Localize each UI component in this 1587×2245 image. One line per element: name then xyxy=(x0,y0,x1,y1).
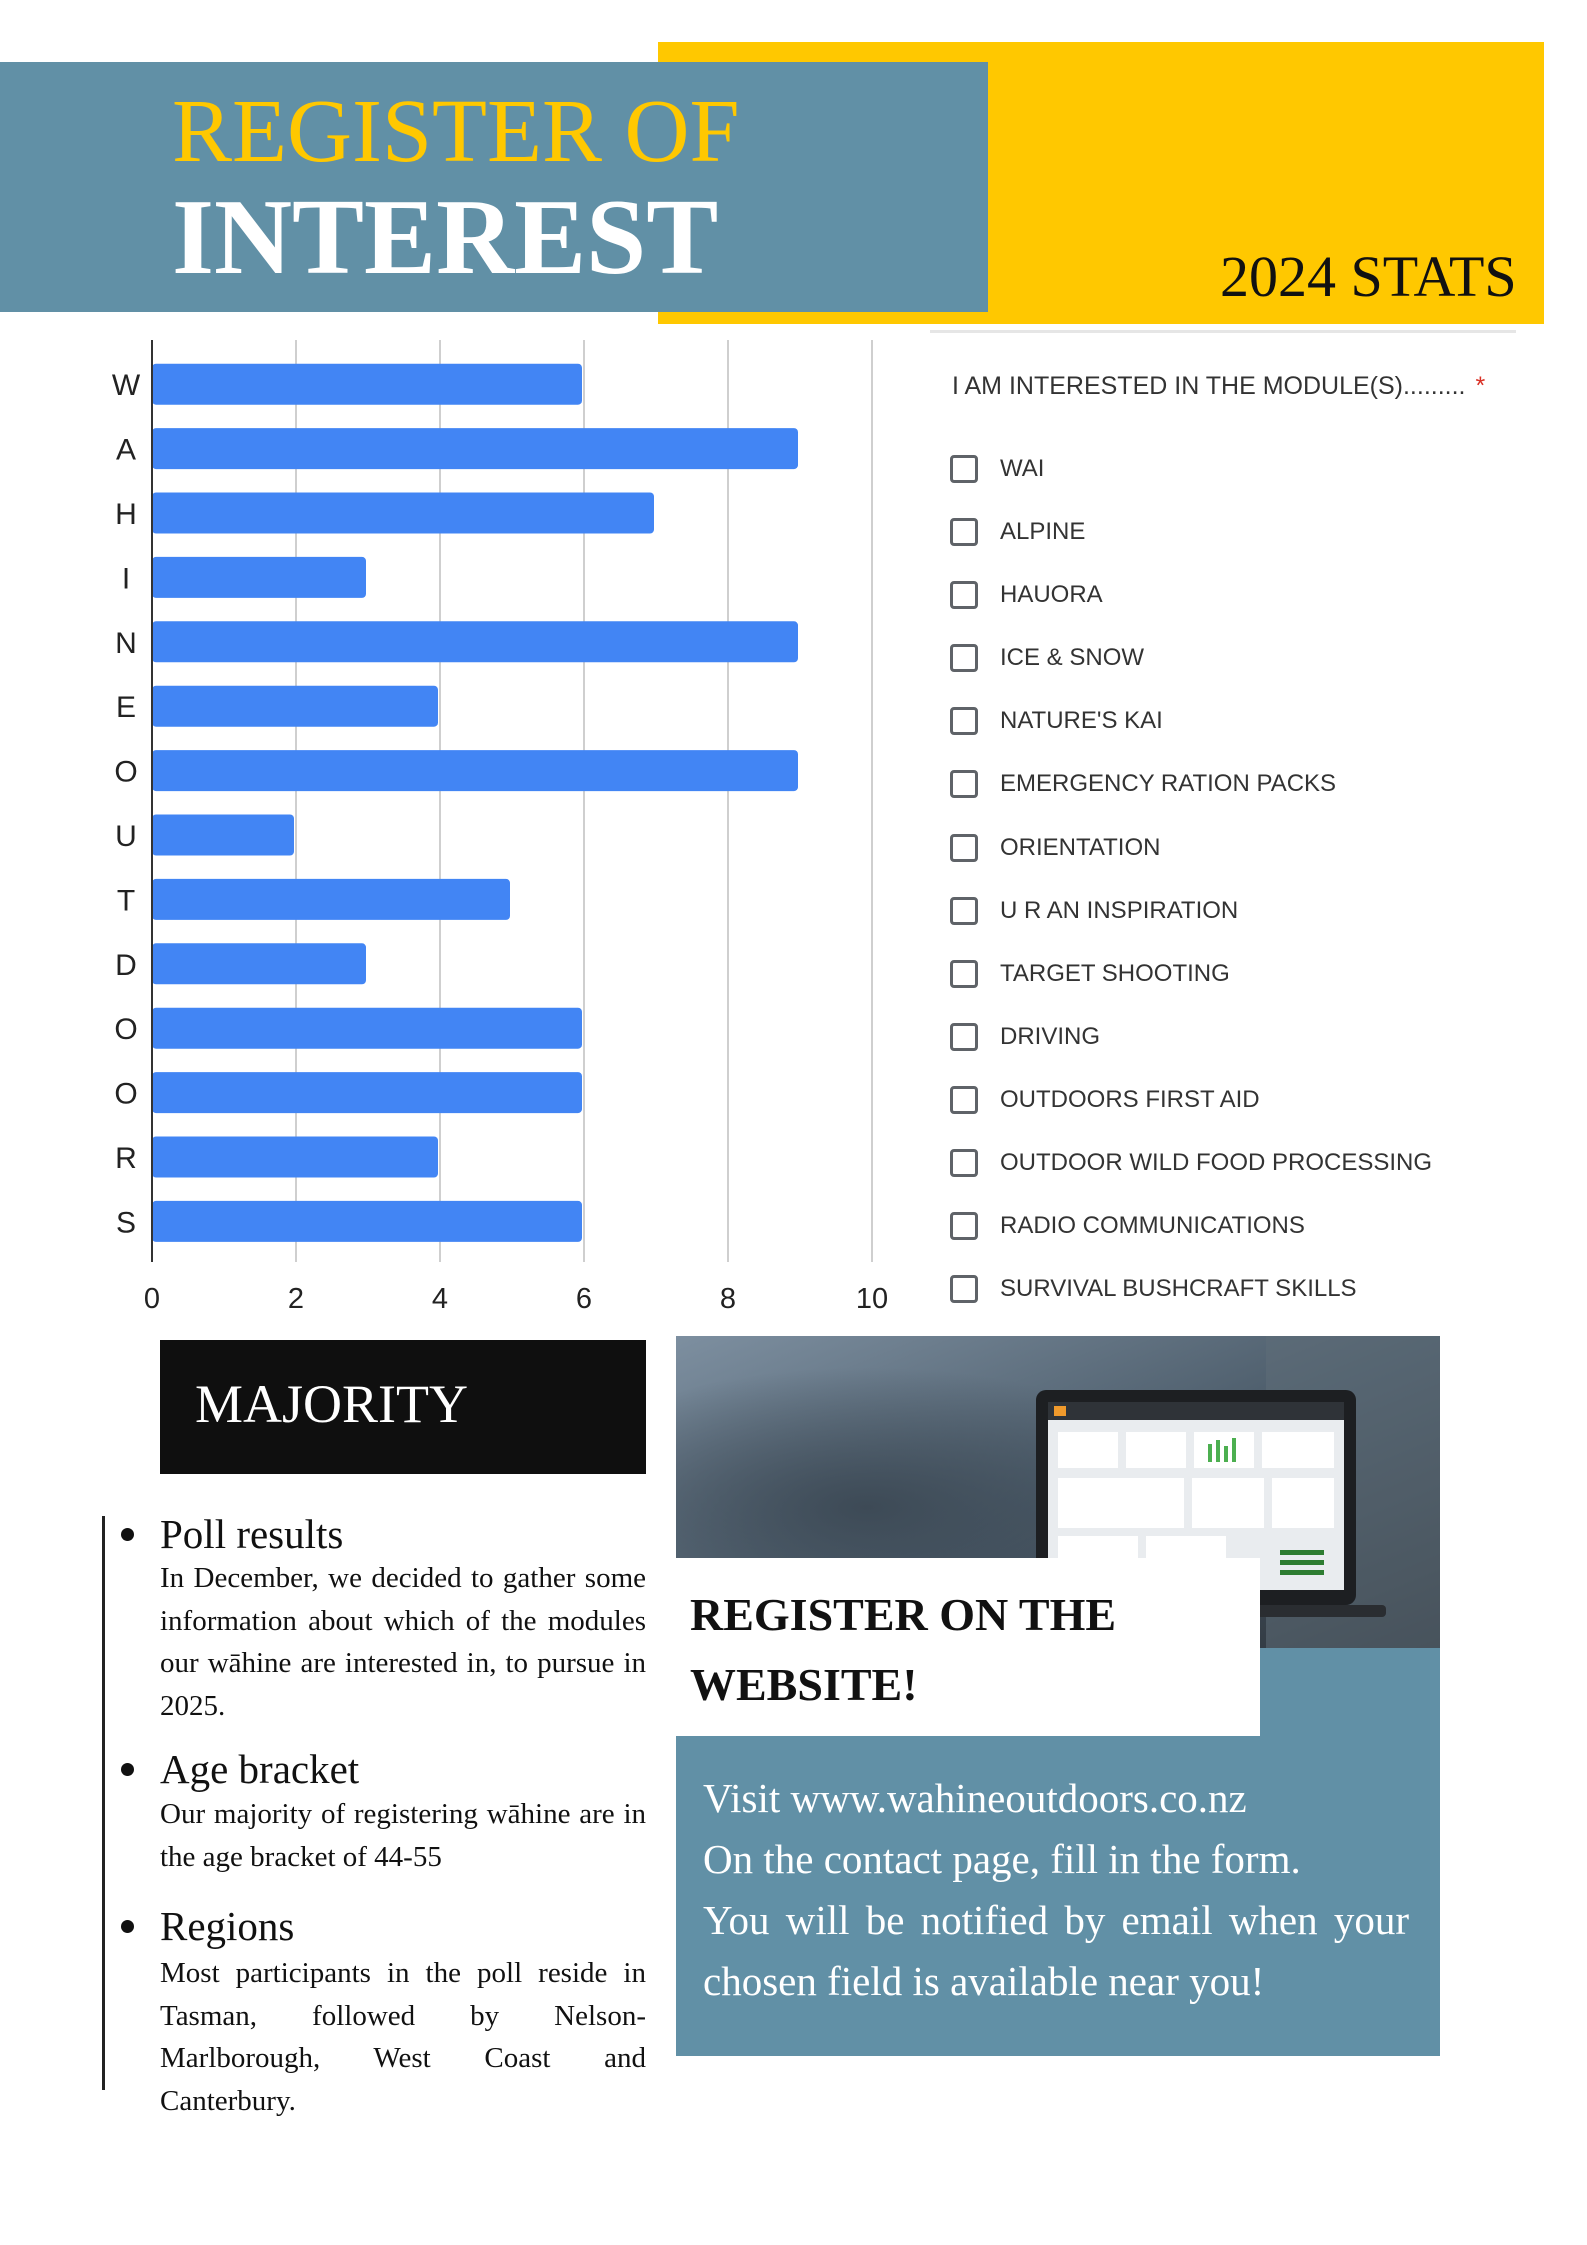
chart-bar xyxy=(152,815,294,856)
chart-bar xyxy=(152,557,366,598)
chart-category-label: O xyxy=(114,1013,138,1047)
chart-bar xyxy=(152,1072,582,1113)
chart-bar xyxy=(152,1008,582,1049)
module-option[interactable] xyxy=(950,442,1432,505)
chart-bar xyxy=(152,493,654,534)
required-mark: * xyxy=(1475,372,1486,400)
age-bracket-body: Our majority of registering wāhine are in the age bracket of 44-55 xyxy=(160,1798,646,1873)
chart-category-label: O xyxy=(114,1077,138,1111)
empty-checkbox-icon[interactable] xyxy=(950,1086,978,1114)
empty-checkbox-icon[interactable] xyxy=(950,455,978,483)
module-option-label: ALPINE xyxy=(1000,518,1086,546)
module-option-label: ORIENTATION xyxy=(1000,833,1161,861)
module-option-label: HAUORA xyxy=(1000,581,1103,609)
chart-x-tick: 0 xyxy=(143,1283,161,1315)
module-option-label: WAI xyxy=(1000,455,1045,482)
module-option[interactable] xyxy=(950,1136,1432,1199)
empty-checkbox-icon[interactable] xyxy=(950,770,978,798)
module-option[interactable] xyxy=(950,694,1432,757)
chart-bars xyxy=(152,364,798,1242)
module-option[interactable] xyxy=(950,884,1432,947)
module-option-label: ICE & SNOW xyxy=(1000,644,1145,672)
empty-checkbox-icon[interactable] xyxy=(950,707,978,735)
module-option-label: SURVIVAL BUSHCRAFT SKILLS xyxy=(1000,1275,1357,1303)
chart-bar xyxy=(152,1201,582,1242)
chart-x-tick-labels xyxy=(144,1283,888,1315)
chart-bar xyxy=(152,428,798,469)
empty-checkbox-icon[interactable] xyxy=(950,1149,978,1177)
chart-category-label: T xyxy=(116,884,136,918)
module-option-label: NATURE'S KAI xyxy=(1000,707,1163,735)
chart-category-label: S xyxy=(115,1206,137,1240)
module-option-label: TARGET SHOOTING xyxy=(1000,959,1230,987)
regions-body: Most participants in the poll reside in Tasman, followed by Nelson-Marlborough, West Coast and Canterbury. xyxy=(160,1957,646,2117)
module-option[interactable] xyxy=(950,1262,1432,1325)
chart-x-tick: 6 xyxy=(575,1283,593,1315)
chart-category-label: D xyxy=(115,948,137,982)
module-option[interactable] xyxy=(950,947,1432,1010)
chart-category-label: U xyxy=(115,820,137,853)
section-side-rule xyxy=(102,1516,105,2090)
chart-x-tick: 4 xyxy=(431,1283,449,1315)
chart-bar xyxy=(152,1137,438,1178)
stats-label: 2024 STATS xyxy=(1220,244,1517,309)
module-option[interactable] xyxy=(950,1010,1432,1073)
module-option[interactable] xyxy=(950,505,1432,568)
module-checkbox-list xyxy=(950,442,1432,1325)
chart-bar xyxy=(152,686,438,727)
empty-checkbox-icon[interactable] xyxy=(950,518,978,546)
chart-bar xyxy=(152,879,510,920)
module-option[interactable] xyxy=(950,631,1432,694)
chart-x-tick: 2 xyxy=(287,1283,305,1315)
age-bracket-heading: Age bracket xyxy=(160,1746,360,1792)
majority-label: MAJORITY xyxy=(195,1374,469,1434)
chart-category-label: R xyxy=(115,1142,137,1175)
chart-category-label: E xyxy=(115,691,137,725)
form-question xyxy=(952,372,1485,401)
interest-bar-chart xyxy=(0,330,930,1330)
empty-checkbox-icon[interactable] xyxy=(950,581,978,609)
title-line-1: REGISTER OF xyxy=(172,82,740,181)
chart-category-label: H xyxy=(115,498,137,531)
module-option-label: EMERGENCY RATION PACKS xyxy=(1000,770,1337,798)
form-question-text: I AM INTERESTED IN THE MODULE(S)......... xyxy=(952,372,1466,400)
chart-category-labels xyxy=(112,369,141,1239)
empty-checkbox-icon[interactable] xyxy=(950,1212,978,1240)
empty-checkbox-icon[interactable] xyxy=(950,644,978,672)
chart-gridlines xyxy=(296,340,872,1262)
module-option-label: DRIVING xyxy=(1000,1022,1101,1050)
poll-results-heading: Poll results xyxy=(160,1511,344,1557)
chart-category-label: W xyxy=(111,369,141,403)
module-option-label: RADIO COMMUNICATIONS xyxy=(1000,1212,1305,1240)
chart-bar xyxy=(152,621,798,662)
poll-results-body: In December, we decided to gather some information about which of the modules our wāhine are interested in, to pursue in 2025. xyxy=(160,1562,646,1722)
module-option[interactable] xyxy=(950,1199,1432,1262)
empty-checkbox-icon[interactable] xyxy=(950,960,978,988)
module-option[interactable] xyxy=(950,757,1432,820)
empty-checkbox-icon[interactable] xyxy=(950,897,978,925)
module-option-label: OUTDOOR WILD FOOD PROCESSING xyxy=(1000,1149,1433,1177)
bullet-icon xyxy=(121,1528,134,1541)
chart-bar xyxy=(152,364,582,405)
chart-category-label: A xyxy=(115,433,137,467)
register-heading: REGISTER ON THE WEBSITE! xyxy=(690,1589,1117,1710)
form-divider xyxy=(930,330,1516,333)
register-instructions xyxy=(703,1768,1409,2012)
regions-heading: Regions xyxy=(160,1903,295,1949)
empty-checkbox-icon[interactable] xyxy=(950,1275,978,1303)
title-line-2: INTEREST xyxy=(172,178,719,297)
chart-bar xyxy=(152,750,798,791)
chart-category-label: O xyxy=(114,755,138,789)
module-option-label: U R AN INSPIRATION xyxy=(1000,896,1239,924)
empty-checkbox-icon[interactable] xyxy=(950,1023,978,1051)
chart-x-tick: 10 xyxy=(855,1283,889,1315)
register-line-website: Visit www.wahineoutdoors.co.nz xyxy=(703,1775,1247,1821)
chart-bar xyxy=(152,943,366,984)
module-option[interactable] xyxy=(950,568,1432,631)
chart-x-tick: 8 xyxy=(719,1283,737,1315)
register-line-contact: On the contact page, fill in the form. xyxy=(703,1836,1301,1882)
bullet-icon xyxy=(121,1763,134,1776)
chart-category-label: N xyxy=(115,626,137,660)
bullet-icon xyxy=(121,1920,134,1933)
module-option[interactable] xyxy=(950,1073,1432,1136)
module-option-label: OUTDOORS FIRST AID xyxy=(1000,1085,1260,1113)
chart-category-label: I xyxy=(121,562,131,596)
module-option[interactable] xyxy=(950,821,1432,884)
empty-checkbox-icon[interactable] xyxy=(950,834,978,862)
register-line-notify: You will be notified by email when your chosen field is available near you! xyxy=(703,1897,1409,2004)
